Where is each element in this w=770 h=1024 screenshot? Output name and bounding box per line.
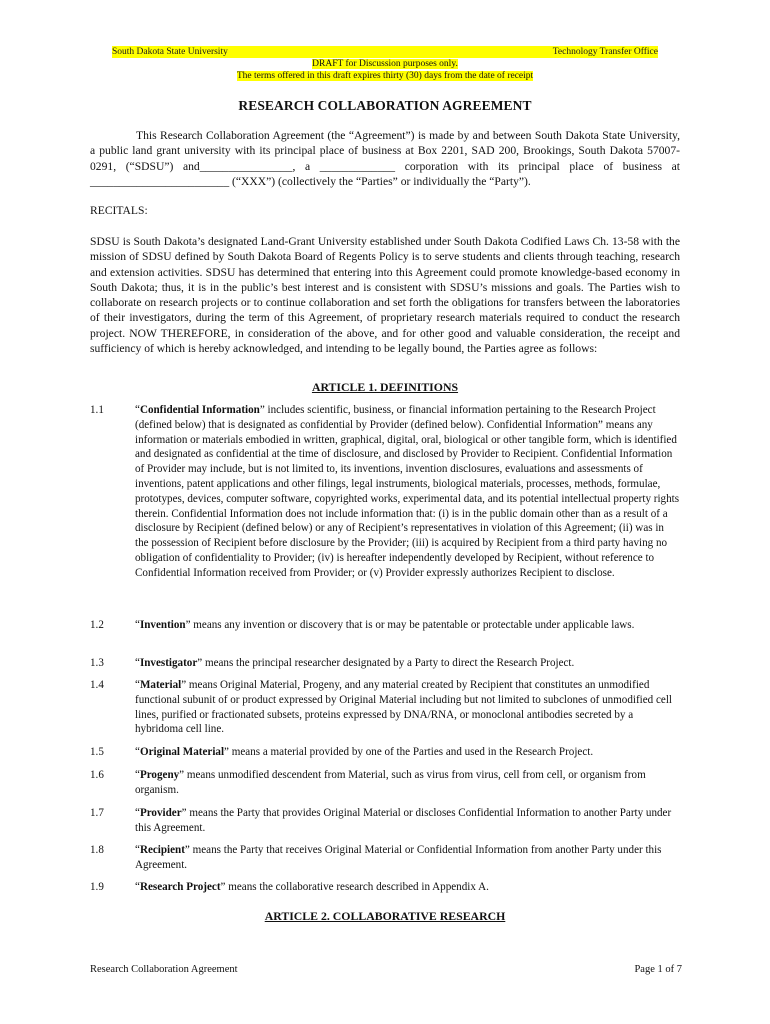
- definition-1-4: [90, 678, 680, 737]
- definition-number: 1.9: [90, 881, 104, 893]
- definition-number: 1.6: [90, 769, 104, 781]
- page-footer: [90, 964, 682, 975]
- definition-text: ” means Original Material, Progeny, and any material created by Recipient that constitutes an unmodified functional subunit of or product expressed by Original Material including but not limited to subclones of unmodified cell lines, purified or fractionated subsets, proteins expressed by DNA/RNA, or monoclonal antibodies secreted by a hybridoma cell line.: [135, 679, 673, 736]
- definition-text: ” means the collaborative research described in Appendix A.: [220, 881, 489, 893]
- definition-body: “Progeny” means unmodified descendent from Material, such as virus from virus, cell from cell, or organism from organism.: [135, 769, 646, 796]
- definition-body: “Provider” means the Party that provides Original Material or discloses Confidential Information to another Party under this Agreement.: [135, 807, 672, 834]
- definition-text: ” means any invention or discovery that is or may be patentable or protectable under applicable laws.: [185, 619, 635, 631]
- definition-term: Original Material: [139, 746, 225, 758]
- definition-text: ” means unmodified descendent from Material, such as virus from virus, cell from cell, or organism from organism.: [135, 769, 646, 796]
- article-1-heading: ARTICLE 1. DEFINITIONS: [311, 380, 459, 394]
- definition-1-6: [90, 768, 680, 798]
- definition-number: 1.5: [90, 746, 104, 758]
- draft-notice: [112, 58, 658, 70]
- footer-page-number: Page 1 of 7: [634, 964, 682, 975]
- definition-number: 1.1: [90, 404, 104, 416]
- page-header: [112, 46, 658, 58]
- definition-1-9: [90, 880, 680, 895]
- definition-text: ” means the principal researcher designated by a Party to direct the Research Project.: [197, 657, 575, 669]
- definition-text: ” includes scientific, business, or financial information pertaining to the Research Project (defined below) that is designated as confidential by Provider (defined below). Confidential Information” means any information or materials embodied in written, graphical, digital, oral, biological or other tangible form, which is identified and designated as confidential at the time of disclosure, and disclosed by Provider to Recipient. Confidential Information of Provider may include, but is not limited to, its inventions, invention disclosures, evaluations and assessments of inventions, patent applications and other filings, legal instruments, biological materials, processes, methods, formulae, prototypes, devices, computer software, copyrighted works, experimental data, and its potential intellectual property rights therein. Confidential Information does not include information that: (i) is in the public domain other than as a result of a disclosure by Recipient (defined below) or any of Recipient’s representatives in violation of this Agreement; (ii) was in the possession of Recipient before disclosure by the Provider; (iii) is acquired by Recipient from a third party having no obligation of confidentiality to Provider; (iv) is hereafter independently developed by Recipient, without reference to Confidential Information received from Provider; or (v) Provider expressly authorizes Recipient to disclose.: [135, 404, 680, 579]
- definition-body: “Investigator” means the principal researcher designated by a Party to direct the Research Project.: [135, 657, 575, 669]
- definition-number: 1.3: [90, 657, 104, 669]
- definition-1-1: [90, 403, 680, 581]
- definition-body: “Original Material” means a material provided by one of the Parties and used in the Research Project.: [135, 746, 594, 758]
- draft-notice-text: DRAFT for Discussion purposes only.: [312, 59, 458, 69]
- definition-body: “Confidential Information” includes scientific, business, or financial information pertaining to the Research Project (defined below) that is designated as confidential by Provider (defined below). Confidential Information” means any information or materials embodied in written, graphical, digital, oral, biological or other tangible form, which is identified and designated as confidential at the time of disclosure, and disclosed by Provider to Recipient. Confidential Information of Provider may include, but is not limited to, its inventions, invention disclosures, evaluations and assessments of inventions, patent applications and other filings, legal instruments, biological materials, processes, methods, formulae, prototypes, devices, computer software, copyrighted works, experimental data, and its potential intellectual property rights therein. Confidential Information does not include information that: (i) is in the public domain other than as a result of a disclosure by Recipient (defined below) or any of Recipient’s representatives in violation of this Agreement; (ii) was in the possession of Recipient before disclosure by the Provider; (iii) is acquired by Recipient from a third party having no obligation of confidentiality to Provider; (iv) is hereafter independently developed by Recipient, without reference to Confidential Information received from Provider; or (v) Provider expressly authorizes Recipient to disclose.: [135, 404, 680, 579]
- definition-term: Research Project: [139, 881, 221, 893]
- definition-text: ” means the Party that provides Original Material or discloses Confidential Information to another Party under this Agreement.: [135, 807, 672, 834]
- definition-number: 1.4: [90, 679, 104, 691]
- definition-number: 1.8: [90, 844, 104, 856]
- header-office: Technology Transfer Office: [552, 47, 658, 57]
- recitals-paragraph: SDSU is South Dakota’s designated Land-Grant University established under South Dakota Codified Laws Ch. 13-58 with the mission of SDSU defined by South Dakota Board of Regents Policy is to serve students and clients through teaching, research and extension activities. SDSU has determined that entering into this Agreement could promote knowledge-based economy in South Dakota; thus, it is in the public’s best interest and is consistent with SDSU’s missions and goals. The Parties wish to collaborate on research projects or to continue collaboration and set forth the obligations for transfers between the laboratories of their investigators, during the term of this Agreement, of proprietary research materials required to conduct the research project. NOW THEREFORE, in consideration of the above, and for other good and valuable consideration, the receipt and sufficiency of which is hereby acknowledged, and intending to be legally bound, the Parties agree as follows:: [90, 235, 680, 356]
- definition-1-3: [90, 656, 680, 671]
- definition-1-8: [90, 843, 680, 873]
- definition-term: Invention: [139, 619, 186, 631]
- definition-number: 1.7: [90, 807, 104, 819]
- document-title: RESEARCH COLLABORATION AGREEMENT: [238, 98, 532, 113]
- terms-notice: [112, 70, 658, 82]
- definition-term: Investigator: [139, 657, 198, 669]
- article-2-heading: ARTICLE 2. COLLABORATIVE RESEARCH: [264, 909, 506, 923]
- header-university: South Dakota State University: [112, 47, 228, 57]
- definition-term: Provider: [139, 807, 182, 819]
- definition-term: Material: [139, 679, 182, 691]
- definition-1-7: [90, 806, 680, 836]
- definition-text: ” means the Party that receives Original Material or Confidential Information from another Party under this Agreement.: [135, 844, 662, 871]
- definition-body: “Research Project” means the collaborative research described in Appendix A.: [135, 881, 489, 893]
- definition-body: “Recipient” means the Party that receives Original Material or Confidential Information from another Party under this Agreement.: [135, 844, 662, 871]
- definition-term: Confidential Information: [139, 404, 260, 416]
- definition-term: Recipient: [139, 844, 185, 856]
- definition-body: “Material” means Original Material, Progeny, and any material created by Recipient that constitutes an unmodified functional subunit of or product expressed by Original Material including but not limited to subclones of unmodified cell lines, purified or fractionated subsets, proteins expressed by DNA/RNA, or monoclonal antibodies secreted by a hybridoma cell line.: [135, 679, 673, 736]
- definition-term: Progeny: [139, 769, 180, 781]
- definition-body: “Invention” means any invention or discovery that is or may be patentable or protectable under applicable laws.: [135, 619, 635, 631]
- definition-number: 1.2: [90, 619, 104, 631]
- footer-document-name: Research Collaboration Agreement: [90, 964, 238, 975]
- definition-text: ” means a material provided by one of the Parties and used in the Research Project.: [224, 746, 594, 758]
- definition-1-5: [90, 745, 680, 760]
- intro-paragraph: This Research Collaboration Agreement (the “Agreement”) is made by and between South Dakota State University, a public land grant university with its principal place of business at Box 2201, SAD 200, Brookings, South Dakota 57007-0291, (“SDSU”) and________________, a _____________ corporation with its principal place of business at ________________________ (“XXX”) (collectively the “Parties” or individually the “Party”).: [90, 129, 680, 188]
- recitals-heading: RECITALS:: [90, 204, 148, 217]
- definition-1-2: [90, 618, 680, 633]
- terms-notice-text: The terms offered in this draft expires thirty (30) days from the date of receipt: [236, 71, 534, 81]
